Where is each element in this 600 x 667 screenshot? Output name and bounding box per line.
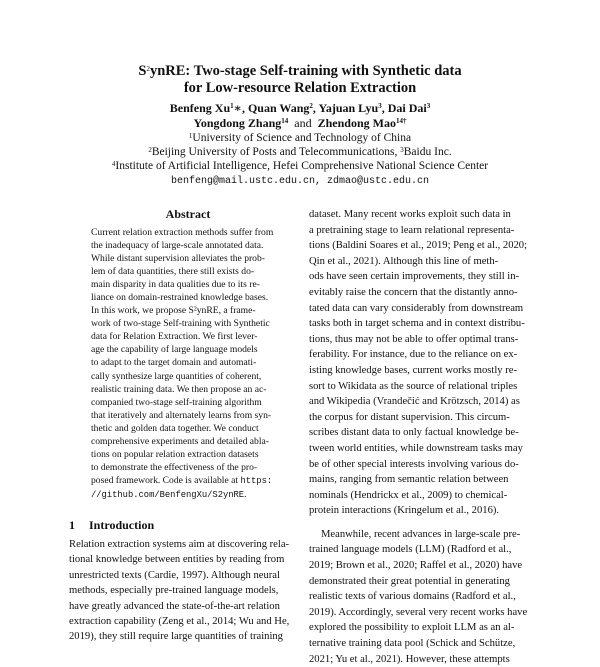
body-line: have greatly advanced the state-of-the-art relation <box>69 600 280 612</box>
author-affil-sup: 2 <box>309 102 313 110</box>
body-line: scribes distant data to only factual knowledge be- <box>309 427 519 439</box>
abstract-line: realistic training data. We then propose an ac- <box>91 383 267 395</box>
affil-sup: 2 <box>148 146 152 154</box>
paragraph-gap <box>309 519 541 527</box>
abstract-line <box>91 474 288 488</box>
author-affil-sup: 3 <box>426 102 431 110</box>
body-line: tions (Baldini Soares et al., 2019; Peng et al., 2020; <box>309 240 528 252</box>
body-line: ferability. For instance, due to the reliance on ex- <box>309 349 518 361</box>
author-name: Quan Wang <box>247 101 310 115</box>
abstract-line: work of two-stage Self-training with Synthetic <box>91 318 270 330</box>
abstract-line: liance on domain-restrained knowledge bases. <box>91 292 269 304</box>
title-superscript: 2 <box>146 65 150 73</box>
author-mark: ∗ <box>233 101 242 115</box>
section-number: 1 <box>69 518 75 532</box>
body-line: 2019; Brown et al., 2020; Raffel et al., 2020) have <box>309 560 523 572</box>
author-and: and <box>294 116 312 130</box>
author-line-2 <box>0 116 600 130</box>
abstract-line: cally synthesize large quantities of coherent, <box>91 370 262 382</box>
body-line: 2019). Accordingly, several very recent works have <box>309 606 528 618</box>
affil-sup: 4 <box>111 160 116 168</box>
abstract-line: to adapt to the target domain and automati- <box>91 357 257 369</box>
abstract-line: lem of data quantities, there still exists do- <box>91 266 255 278</box>
introduction-left-column <box>69 537 299 645</box>
abstract-line <box>91 488 288 502</box>
affil-sup: 1 <box>188 132 193 140</box>
abstract-line: comprehensive experiments and detailed abla- <box>91 435 269 447</box>
author-affil-sup: 14† <box>395 117 407 125</box>
body-line: Relation extraction systems aim at discovering rela- <box>69 539 290 550</box>
abstract-line: that iteratively and alternately learns from syn- <box>91 409 272 421</box>
body-line: isting knowledge bases, current works mostly re- <box>309 364 518 376</box>
abstract-line: Current relation extraction methods suffer from <box>91 227 274 238</box>
body-line: evitably raise the concern that the distantly anno- <box>309 286 518 298</box>
abstract-line: the inadequacy of large-scale annotated data. <box>91 240 264 252</box>
abstract-line: thetic and golden data together. We conduct <box>91 422 259 434</box>
affil-sup: 3 <box>400 146 404 154</box>
section-heading-introduction <box>69 518 154 533</box>
body-line: ternative training data pool (Schick and Schütze, <box>309 638 516 650</box>
body-line: be of other special interests involving various do- <box>309 458 519 470</box>
affiliation-2 <box>0 145 600 159</box>
body-line: the corpus for distant supervision. This circum- <box>309 411 510 423</box>
body-line: protein interactions (Kringelum et al., 2016). <box>309 505 500 517</box>
affiliation-1 <box>0 131 600 145</box>
body-line: tional knowledge between entities by reading from <box>69 554 285 566</box>
abstract-line: to demonstrate the effectiveness of the pro- <box>91 461 258 473</box>
body-line: tions, thus may not be able to offer optimal trans- <box>309 333 519 345</box>
author-name: Yajuan Lyu <box>318 101 379 115</box>
body-line: tated data can vary considerably from downstream <box>309 302 524 314</box>
body-line: 2019), they still require large quantities of training <box>69 631 283 643</box>
abstract-line: In this work, we propose S²ynRE, a frame- <box>91 305 256 317</box>
author-affil-sup: 1 <box>230 102 234 110</box>
abstract-text: . <box>244 488 247 500</box>
affil-text: Baidu Inc. <box>403 146 452 158</box>
abstract-line: tions on popular relation extraction datasets <box>91 448 259 460</box>
author-name: Zhendong Mao <box>317 116 396 130</box>
author-emails: benfeng@mail.ustc.edu.cn, zdmao@ustc.edu.cn <box>170 176 430 187</box>
section-title: Introduction <box>89 518 155 532</box>
body-line: unrestricted texts (Cardie, 1997). Although neural <box>69 569 280 581</box>
abstract-text: posed framework. Code is available at <box>91 474 241 486</box>
body-line: methods, especially pre-trained language models, <box>69 585 279 597</box>
abstract-line: companied two-stage self-training algorithm <box>91 396 262 408</box>
abstract-line: data for Relation Extraction. We first lever- <box>91 331 258 343</box>
body-line: a pretraining stage to learn relational representa- <box>309 224 515 236</box>
right-column <box>309 207 541 667</box>
author-affil-sup: 3 <box>378 102 382 110</box>
body-line: Qin et al., 2021). Although this line of meth- <box>309 255 499 267</box>
code-link-start: https: <box>240 475 273 486</box>
affil-text: University of Science and Technology of China <box>192 132 412 144</box>
author-name: Benfeng Xu <box>169 101 231 115</box>
body-line: dataset. Many recent works exploit such data in <box>309 209 511 220</box>
body-line: demonstrated their great potential in generating <box>309 575 510 587</box>
author-name: Dai Dai <box>387 101 427 115</box>
body-line: mains, ranging from semantic relation between <box>309 474 509 486</box>
paper-title-line-1 <box>0 63 600 80</box>
body-line: sort to Wikidata as the source of relational triples <box>309 380 518 392</box>
affil-text: Institute of Artificial Intelligence, Hefei Comprehensive National Science Center <box>115 160 489 172</box>
title-rest: ynRE: Two-stage Self-training with Synthetic data <box>149 63 462 79</box>
body-line: tasks both in target schema and in context distribu- <box>309 318 525 330</box>
abstract-body <box>91 226 288 502</box>
affil-text: Beijing University of Posts and Telecommunications, <box>151 146 401 158</box>
body-line: realistic texts of various domains (Radford et al., <box>309 591 516 603</box>
author-name: Yongdong Zhang <box>193 116 282 130</box>
code-link: //github.com/BenfengXu/S2ynRE <box>91 489 245 500</box>
body-line: Meanwhile, recent advances in large-scale pre- <box>321 528 521 540</box>
title-prefix: S <box>138 63 147 79</box>
abstract-line: While distant supervision alleviates the prob- <box>91 253 265 265</box>
author-affil-sup: 14 <box>281 117 289 125</box>
author-line-1: Benfeng Xu$^1$∗, Quan Wang$^2$, Yajuan Lyu$^3$, Dai Dai$^3$ <box>169 101 431 115</box>
abstract-heading: Abstract <box>165 207 211 221</box>
body-line: tween world entities, while downstream tasks may <box>309 442 523 454</box>
body-line: extraction capability (Zeng et al., 2014; Wu and He, <box>69 616 290 628</box>
abstract-line: main disparity in data qualities due to its re- <box>91 279 260 291</box>
body-line: trained language models (LLM) (Radford et al., <box>309 544 512 556</box>
body-line: explored the possibility to exploit LLM as an al- <box>309 622 515 634</box>
affiliation-3 <box>0 159 600 173</box>
body-line: ods have seen certain improvements, they still in- <box>309 271 520 283</box>
body-line: and Wikipedia (Vrandečić and Krötzsch, 2014) as <box>309 396 520 408</box>
body-line: 2021; Yu et al., 2021). However, these attempts <box>309 653 510 665</box>
paper-title-line-2: for Low-resource Relation Extraction <box>183 80 417 96</box>
body-line: nominals (Hendrickx et al., 2009) to chemical- <box>309 489 508 501</box>
abstract-line: age the capability of large language models <box>91 344 258 356</box>
